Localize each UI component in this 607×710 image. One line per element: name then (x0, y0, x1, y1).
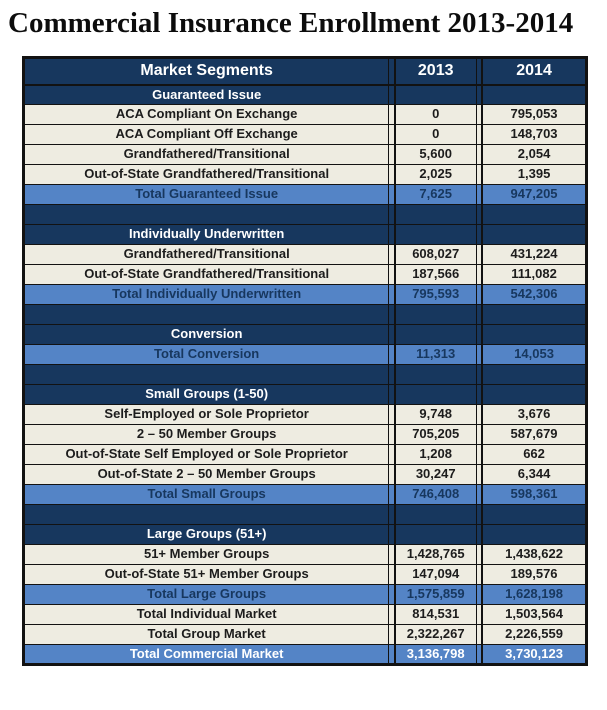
value-2013-cell: 11,313 (395, 345, 476, 365)
table-row (24, 645, 587, 665)
value-2014-cell: 598,361 (482, 485, 586, 505)
segment-label-cell: Total Individually Underwritten (24, 285, 389, 305)
segment-label-cell (24, 505, 389, 525)
table-row (24, 585, 587, 605)
segment-label-cell: Small Groups (1-50) (24, 385, 389, 405)
value-2014-cell: 1,395 (482, 165, 586, 185)
table-row (24, 465, 587, 485)
value-2013-cell: 746,408 (395, 485, 476, 505)
segment-label-cell: Grandfathered/Transitional (24, 145, 389, 165)
table-row (24, 385, 587, 405)
segment-label-cell: 2 – 50 Member Groups (24, 425, 389, 445)
value-2013-cell (395, 85, 476, 105)
table-row (24, 405, 587, 425)
segment-label-cell: Total Large Groups (24, 585, 389, 605)
value-2013-cell: 2,322,267 (395, 625, 476, 645)
value-2013-cell: 795,593 (395, 285, 476, 305)
segment-label-cell: Conversion (24, 325, 389, 345)
table-row (24, 525, 587, 545)
value-2014-cell (482, 325, 586, 345)
table-row (24, 225, 587, 245)
table-row (24, 345, 587, 365)
segment-label-cell: Total Conversion (24, 345, 389, 365)
value-2013-cell: 814,531 (395, 605, 476, 625)
segment-label-cell: ACA Compliant Off Exchange (24, 125, 389, 145)
table-row (24, 565, 587, 585)
value-2013-cell: 0 (395, 105, 476, 125)
segment-label-cell: Self-Employed or Sole Proprietor (24, 405, 389, 425)
column-header-market-segments: Market Segments (24, 58, 389, 85)
segment-label-cell: Grandfathered/Transitional (24, 245, 389, 265)
segment-label-cell: ACA Compliant On Exchange (24, 105, 389, 125)
value-2013-cell: 1,575,859 (395, 585, 476, 605)
table-row (24, 325, 587, 345)
value-2014-cell (482, 305, 586, 325)
table-row (24, 625, 587, 645)
value-2014-cell: 1,503,564 (482, 605, 586, 625)
segment-label-cell (24, 205, 389, 225)
value-2013-cell: 30,247 (395, 465, 476, 485)
value-2013-cell: 5,600 (395, 145, 476, 165)
table-row (24, 125, 587, 145)
value-2014-cell: 3,676 (482, 405, 586, 425)
segment-label-cell: Total Commercial Market (24, 645, 389, 665)
value-2014-cell: 2,226,559 (482, 625, 586, 645)
segment-label-cell: Total Small Groups (24, 485, 389, 505)
value-2013-cell: 1,428,765 (395, 545, 476, 565)
segment-label-cell: 51+ Member Groups (24, 545, 389, 565)
value-2013-cell (395, 305, 476, 325)
value-2014-cell: 148,703 (482, 125, 586, 145)
table-row (24, 425, 587, 445)
table-row (24, 545, 587, 565)
value-2014-cell: 3,730,123 (482, 645, 586, 665)
table-row (24, 605, 587, 625)
table-body (24, 85, 587, 665)
table-row (24, 245, 587, 265)
segment-label-cell: Total Individual Market (24, 605, 389, 625)
table-row (24, 205, 587, 225)
segment-label-cell: Out-of-State 51+ Member Groups (24, 565, 389, 585)
value-2013-cell (395, 505, 476, 525)
value-2014-cell: 1,438,622 (482, 545, 586, 565)
value-2013-cell: 187,566 (395, 265, 476, 285)
value-2014-cell: 542,306 (482, 285, 586, 305)
value-2014-cell (482, 225, 586, 245)
column-header-2014: 2014 (482, 58, 586, 85)
table-header (24, 58, 587, 85)
value-2014-cell (482, 385, 586, 405)
table-row (24, 305, 587, 325)
value-2013-cell: 9,748 (395, 405, 476, 425)
value-2013-cell (395, 205, 476, 225)
value-2013-cell: 608,027 (395, 245, 476, 265)
table-row (24, 105, 587, 125)
segment-label-cell (24, 365, 389, 385)
page-title: Commercial Insurance Enrollment 2013-2014 (8, 7, 574, 39)
enrollment-table (22, 56, 588, 666)
value-2014-cell (482, 205, 586, 225)
value-2013-cell: 147,094 (395, 565, 476, 585)
table-row (24, 165, 587, 185)
value-2013-cell (395, 365, 476, 385)
segment-label-cell: Out-of-State Grandfathered/Transitional (24, 165, 389, 185)
table-row (24, 445, 587, 465)
header-row (24, 58, 587, 85)
value-2014-cell: 111,082 (482, 265, 586, 285)
table-row (24, 285, 587, 305)
value-2014-cell: 1,628,198 (482, 585, 586, 605)
value-2013-cell: 0 (395, 125, 476, 145)
table-row (24, 485, 587, 505)
value-2013-cell: 7,625 (395, 185, 476, 205)
value-2013-cell: 1,208 (395, 445, 476, 465)
segment-label-cell: Guaranteed Issue (24, 85, 389, 105)
segment-label-cell (24, 305, 389, 325)
value-2014-cell: 2,054 (482, 145, 586, 165)
value-2014-cell: 947,205 (482, 185, 586, 205)
value-2014-cell (482, 365, 586, 385)
value-2014-cell: 431,224 (482, 245, 586, 265)
value-2014-cell (482, 85, 586, 105)
value-2013-cell: 705,205 (395, 425, 476, 445)
value-2014-cell: 795,053 (482, 105, 586, 125)
table-row (24, 185, 587, 205)
value-2013-cell (395, 225, 476, 245)
table-row (24, 145, 587, 165)
value-2014-cell: 189,576 (482, 565, 586, 585)
segment-label-cell: Out-of-State Grandfathered/Transitional (24, 265, 389, 285)
segment-label-cell: Out-of-State 2 – 50 Member Groups (24, 465, 389, 485)
value-2014-cell: 14,053 (482, 345, 586, 365)
value-2014-cell: 587,679 (482, 425, 586, 445)
value-2013-cell (395, 525, 476, 545)
value-2013-cell: 2,025 (395, 165, 476, 185)
value-2014-cell (482, 505, 586, 525)
segment-label-cell: Out-of-State Self Employed or Sole Proprietor (24, 445, 389, 465)
column-header-2013: 2013 (395, 58, 476, 85)
value-2014-cell: 662 (482, 445, 586, 465)
value-2013-cell (395, 385, 476, 405)
table-row (24, 265, 587, 285)
value-2014-cell (482, 525, 586, 545)
table-row (24, 365, 587, 385)
segment-label-cell: Total Guaranteed Issue (24, 185, 389, 205)
segment-label-cell: Individually Underwritten (24, 225, 389, 245)
table-row (24, 85, 587, 105)
segment-label-cell: Large Groups (51+) (24, 525, 389, 545)
table-row (24, 505, 587, 525)
value-2014-cell: 6,344 (482, 465, 586, 485)
segment-label-cell: Total Group Market (24, 625, 389, 645)
value-2013-cell: 3,136,798 (395, 645, 476, 665)
value-2013-cell (395, 325, 476, 345)
